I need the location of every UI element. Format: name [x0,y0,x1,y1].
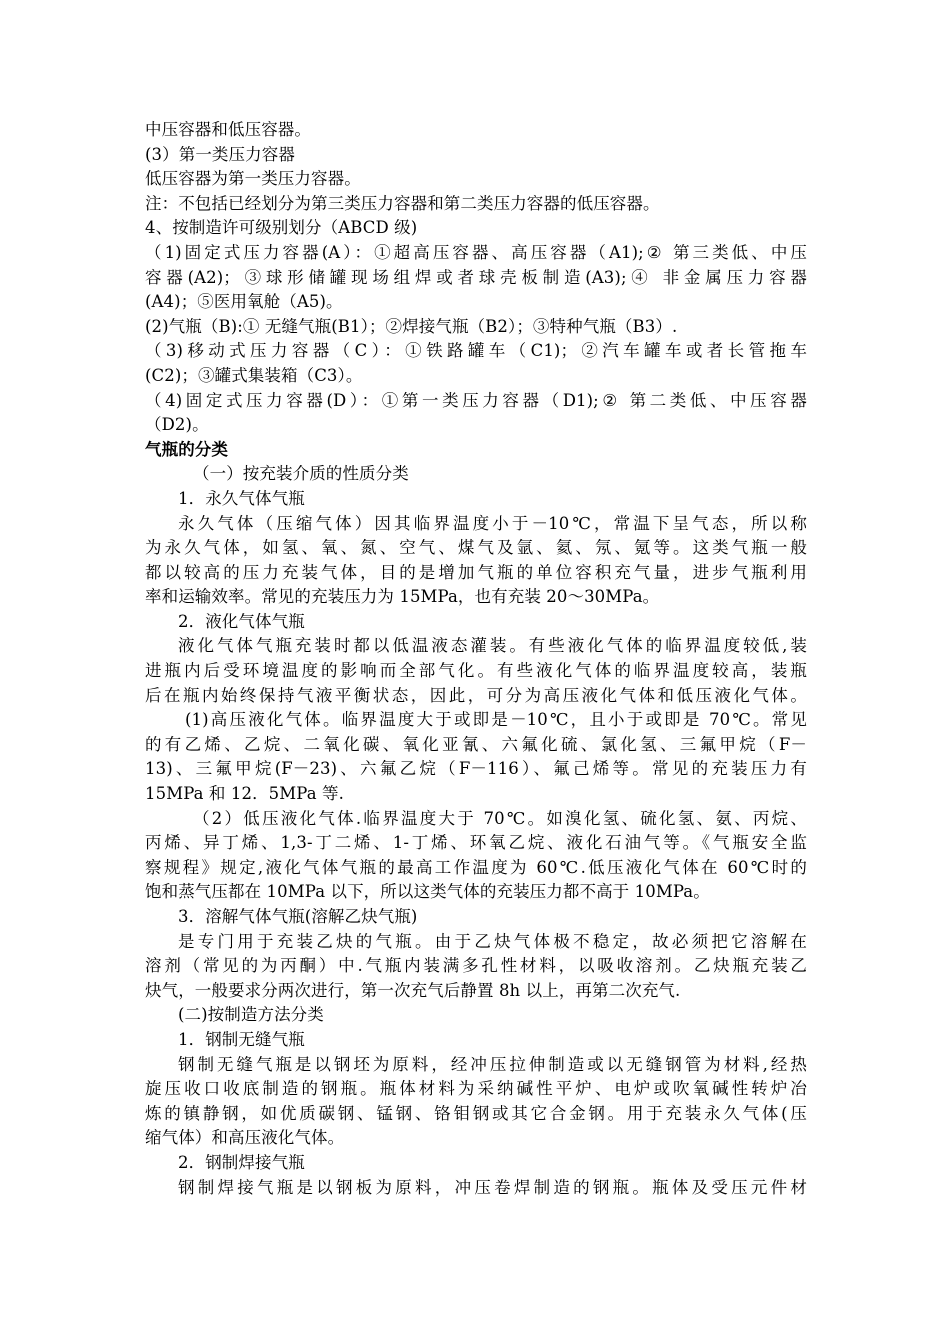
text-line: 15MPa 和 12．5MPa 等. [145,784,344,804]
text-line: (C2)；③罐式集装箱（C3）。 [145,365,363,385]
text-line: (2)气瓶（B):① 无缝气瓶(B1）；②焊接气瓶（B2）；③特种气瓶（B3）. [145,316,678,336]
section-heading: 气瓶的分类 [145,439,228,459]
subheading: 3．溶解气体气瓶(溶解乙炔气瓶) [178,907,418,926]
text-line: 低压容器为第一类压力容器。 [145,169,361,189]
text-line: 后在瓶内始终保持气液平衡状态，因此，可分为高压液化气体和低压液化气体。 [145,685,807,705]
text-line: 的有乙烯、乙烷、二氧化碳、氧化亚氰、六氟化硫、氯化氢、三氟甲烷（F－ [145,734,807,754]
text-line: 都以较高的压力充装气体，目的是增加气瓶的单位容积充气量，进步气瓶利用 [145,562,807,582]
text-line: 钢制焊接气瓶是以钢板为原料，冲压卷焊制造的钢瓶。瓶体及受压元件材 [178,1177,807,1197]
text-line: 注：不包括已经划分为第三类压力容器和第二类压力容器的低压容器。 [145,193,660,213]
text-line: (3）第一类压力容器 [145,144,295,164]
text-line: 永久气体（压缩气体）因其临界温度小于－10℃，常温下呈气态，所以称 [178,513,807,533]
text-line: 是专门用于充装乙炔的气瓶。由于乙炔气体极不稳定，故必须把它溶解在 [178,931,807,951]
text-line: 进瓶内后受环境温度的影响而全部气化。有些液化气体的临界温度较高，装瓶 [145,661,807,681]
text-line: （3)移动式压力容器（C）：①铁路罐车（C1)；②汽车罐车或者长管拖车 [145,341,807,361]
text-line: 饱和蒸气压都在 10MPa 以下，所以这类气体的充装压力都不高于 10MPa。 [145,882,710,902]
text-line: 察规程》规定,液化气体气瓶的最高工作温度为 60℃.低压液化气体在 60℃时的 [145,857,807,877]
text-line: 溶剂（常见的为丙酮）中.气瓶内装满多孔性材料，以吸收溶剂。乙炔瓶充装乙 [145,956,807,976]
document-page [145,118,807,1200]
subheading: 1．钢制无缝气瓶 [178,1029,305,1049]
text-line: 丙烯、异丁烯、1,3-丁二烯、1-丁烯、环氧乙烷、液化石油气等。《气瓶安全监 [145,833,807,853]
text-line: 容器(A2)；③球形储罐现场组焊或者球壳板制造(A3);④ 非金属压力容器 [145,267,807,287]
text-line: （2）低压液化气体.临界温度大于 70℃。如溴化氢、硫化氢、氨、丙烷、 [193,808,807,828]
text-line: 炼的镇静钢，如优质碳钢、锰钢、铬钼钢或其它合金钢。用于充装永久气体(压 [145,1103,807,1123]
subsection-heading: （一）按充装介质的性质分类 [193,464,409,484]
text-line: 旋压收口收底制造的钢瓶。瓶体材料为采纳碱性平炉、电炉或吹氧碱性转炉冶 [145,1079,807,1099]
text-line: (A4)；⑤医用氧舱（A5)。 [145,292,343,312]
text-line: 13)、三氟甲烷(F－23)、六氟乙烷（F－116）、氟己烯等。常见的充装压力有 [145,759,807,779]
text-line: 率和运输效率。常见的充装压力为 15MPa，也有充装 20～30MPa。 [145,587,660,607]
text-line: 液化气体气瓶充装时都以低温液态灌装。有些液化气体的临界温度较低,装 [178,636,807,656]
text-line: 缩气体）和高压液化气体。 [145,1128,345,1148]
text-line: （1)固定式压力容器(A）：①超高压容器、高压容器（A1);② 第三类低、中压 [145,242,807,262]
text-line: 炔气，一般要求分两次进行，第一次充气后静置 8h 以上，再第二次充气. [145,980,681,1000]
subsection-heading: (二)按制造方法分类 [178,1005,324,1025]
text-line: (1)高压液化气体。临界温度大于或即是－10℃，且小于或即是 70℃。常见 [185,710,807,730]
text-line: 4、按制造许可级别划分（ABCD 级) [145,218,418,238]
subheading: 2．钢制焊接气瓶 [178,1152,305,1172]
text-line: 中压容器和低压容器。 [145,120,311,139]
text-line: 为永久气体，如氢、氧、氮、空气、煤气及氩、氦、氖、氪等。这类气瓶一般 [145,538,807,558]
text-line: 钢制无缝气瓶是以钢坯为原料，经冲压拉伸制造或以无缝钢管为材料,经热 [178,1054,807,1074]
text-line: （4)固定式压力容器(D）：①第一类压力容器（D1);② 第二类低、中压容器 [145,390,807,410]
subheading: 2．液化气体气瓶 [178,611,305,631]
subheading: 1．永久气体气瓶 [178,488,305,508]
text-line: （D2)。 [145,415,209,435]
